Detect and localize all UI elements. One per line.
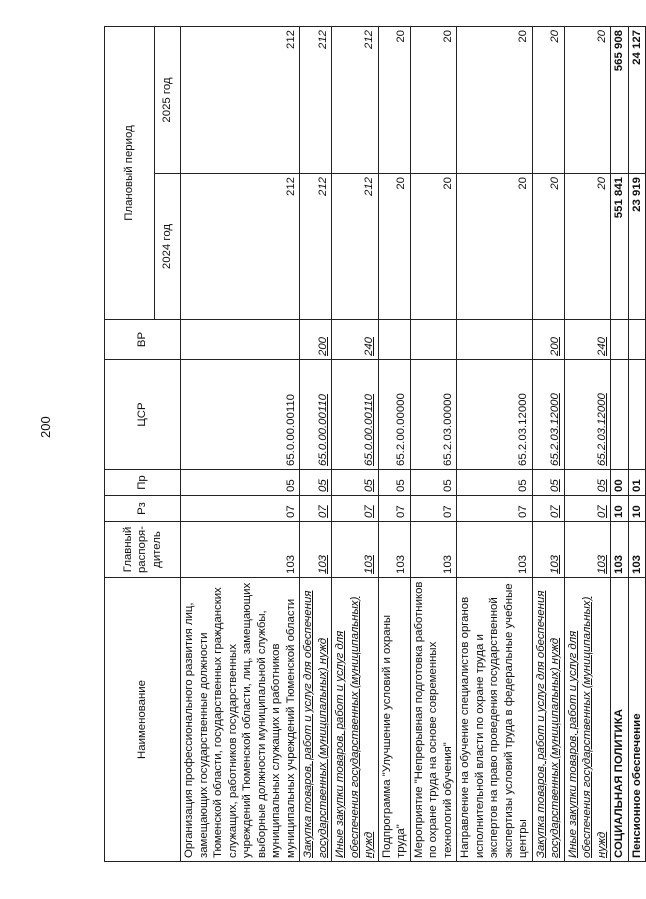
cell-rz (532, 496, 564, 522)
header-vr: ВР (105, 320, 181, 360)
cell-name-text: Подпрограмма "Улучшение условий и охраны труда" (380, 614, 407, 858)
cell-name (332, 578, 379, 862)
cell-pr (532, 470, 564, 496)
cell-2025: 565 908 (611, 27, 629, 174)
cell-2025: 20 (457, 27, 533, 174)
cell-rz-text: 07 (595, 505, 608, 518)
cell-admin-text: 103 (316, 554, 329, 574)
table-row (628, 27, 646, 862)
cell-admin (378, 522, 410, 578)
cell-csr (611, 360, 629, 470)
cell-rz-text: 07 (363, 505, 375, 518)
cell-name (181, 578, 300, 862)
cell-name (300, 578, 332, 862)
cell-vr (410, 320, 457, 360)
cell-csr (628, 360, 646, 470)
cell-rz-text: 07 (395, 505, 407, 518)
cell-2024: 20 (564, 174, 611, 320)
cell-2025: 24 127 (628, 27, 646, 174)
table-header (105, 27, 181, 862)
cell-2025: 212 (300, 27, 332, 174)
cell-pr-text: 01 (630, 479, 643, 492)
cell-rz-text: 10 (613, 505, 625, 518)
cell-csr-text: 65.0.00.00110 (363, 394, 375, 466)
cell-2024: 212 (181, 174, 300, 320)
cell-rz-text: 10 (630, 505, 643, 518)
cell-csr (564, 360, 611, 470)
cell-2025: 20 (378, 27, 410, 174)
cell-name (532, 578, 564, 862)
cell-2024: 20 (532, 174, 564, 320)
cell-pr-text: 05 (441, 479, 454, 492)
cell-admin (410, 522, 457, 578)
cell-2025: 20 (532, 27, 564, 174)
cell-csr (181, 360, 300, 470)
cell-admin-text: 103 (517, 554, 529, 574)
cell-pr-text: 05 (595, 479, 608, 492)
cell-csr-text: 65.0.00.00110 (316, 394, 329, 466)
cell-admin-text: 103 (613, 554, 625, 574)
cell-vr-text: 200 (549, 336, 561, 356)
cell-rz-text: 07 (284, 505, 297, 518)
cell-admin-text: 103 (595, 554, 608, 574)
cell-admin (564, 522, 611, 578)
cell-2025: 212 (181, 27, 300, 174)
cell-2025: 20 (410, 27, 457, 174)
cell-name-text: Направление на обучение специалистов органов исполнительной власти по охране труда и экспертов на право проведения государственной экспертизы условий труда в федеральные учебные центры (459, 583, 529, 858)
cell-pr (410, 470, 457, 496)
cell-name (457, 578, 533, 862)
cell-2024: 212 (332, 174, 379, 320)
cell-vr (564, 320, 611, 360)
cell-vr-text: 240 (595, 336, 608, 356)
cell-2024: 20 (410, 174, 457, 320)
cell-vr-text: 240 (363, 336, 375, 356)
cell-vr (181, 320, 300, 360)
header-year-2024: 2024 год (155, 174, 181, 320)
cell-pr-text: 05 (395, 479, 407, 492)
cell-2024: 212 (300, 174, 332, 320)
cell-name (378, 578, 410, 862)
cell-pr-text: 05 (284, 479, 297, 492)
cell-name-text: Закупка товаров, работ и услуг для обеспечения государственных (муниципальных) нужд (534, 590, 561, 858)
cell-admin (300, 522, 332, 578)
cell-rz (378, 496, 410, 522)
cell-name-text: Пенсионное обеспечение (630, 713, 643, 858)
cell-rz-text: 07 (549, 505, 561, 518)
cell-pr-text: 00 (613, 479, 625, 492)
table-row (410, 27, 457, 862)
header-rz: Рз (105, 496, 181, 522)
cell-rz-text: 07 (316, 505, 329, 518)
cell-pr-text: 05 (363, 479, 375, 492)
cell-pr (378, 470, 410, 496)
budget-table (104, 26, 646, 862)
header-admin: Главный распоря-дитель (105, 522, 181, 578)
cell-admin-text: 103 (441, 554, 454, 574)
cell-pr-text: 05 (517, 479, 529, 492)
table-row (611, 27, 629, 862)
cell-csr-text: 65.2.03.12000 (595, 393, 608, 466)
cell-csr (332, 360, 379, 470)
cell-admin (532, 522, 564, 578)
cell-name-text: СОЦИАЛЬНАЯ ПОЛИТИКА (613, 709, 625, 858)
cell-csr (378, 360, 410, 470)
cell-rz (628, 496, 646, 522)
cell-name-text: Иные закупки товаров, работ и услуг для обеспечения государственных (муниципальных) нужд (334, 596, 375, 858)
cell-csr-text: 65.2.03.12000 (517, 393, 529, 466)
table-row (378, 27, 410, 862)
table-body (181, 27, 646, 862)
cell-name (410, 578, 457, 862)
table-row (564, 27, 611, 862)
cell-vr-text: 200 (316, 336, 329, 356)
cell-rz (410, 496, 457, 522)
cell-admin (611, 522, 629, 578)
cell-admin-text: 103 (284, 554, 297, 574)
cell-pr (564, 470, 611, 496)
cell-pr (457, 470, 533, 496)
cell-vr (628, 320, 646, 360)
cell-rz (181, 496, 300, 522)
cell-csr-text: 65.2.03.12000 (549, 393, 561, 466)
cell-rz (300, 496, 332, 522)
cell-pr (181, 470, 300, 496)
cell-rz-text: 07 (441, 505, 454, 518)
cell-name-text: Организация профессионального развития лиц, замещающих государственные должности Тюменской области, государственных гражданских служащих, работников государственных учреждений Тюменской области, лиц, замещающих выборные должности муниципальной службы, муниципальных служащих и работников муниципальных учреждений Тюменской области (183, 582, 297, 858)
table-row (300, 27, 332, 862)
cell-pr-text: 05 (549, 479, 561, 492)
header-csr: ЦСР (105, 360, 181, 470)
cell-rz (611, 496, 629, 522)
cell-rz (457, 496, 533, 522)
page-number: 200 (38, 416, 53, 438)
cell-csr (300, 360, 332, 470)
header-name: Наименование (105, 578, 181, 862)
cell-rz (564, 496, 611, 522)
cell-admin (457, 522, 533, 578)
header-planned-period: Плановый период (105, 27, 155, 320)
cell-2024: 551 841 (611, 174, 629, 320)
cell-2024: 20 (378, 174, 410, 320)
header-pr: Пр (105, 470, 181, 496)
cell-admin-text: 103 (630, 554, 643, 574)
cell-name (628, 578, 646, 862)
cell-name-text: Мероприятие "Непрерывная подготовка работников по охране труда на основе современных технологий обучения" (412, 581, 454, 858)
cell-pr (611, 470, 629, 496)
cell-vr (332, 320, 379, 360)
cell-csr-text: 65.2.00.00000 (395, 393, 407, 466)
rotated-table-wrapper (104, 27, 643, 862)
table-row (181, 27, 300, 862)
cell-2024: 20 (457, 174, 533, 320)
header-year-2025: 2025 год (155, 27, 181, 174)
cell-csr (410, 360, 457, 470)
cell-admin-text: 103 (395, 554, 407, 574)
cell-pr (332, 470, 379, 496)
cell-name-text: Закупка товаров, работ и услуг для обеспечения государственных (муниципальных) нужд (302, 590, 329, 858)
cell-vr (532, 320, 564, 360)
cell-admin-text: 103 (549, 554, 561, 574)
cell-csr-text: 65.2.03.00000 (441, 393, 454, 466)
cell-vr (378, 320, 410, 360)
cell-csr (457, 360, 533, 470)
cell-admin (181, 522, 300, 578)
cell-pr (300, 470, 332, 496)
cell-pr-text: 05 (316, 479, 329, 492)
cell-name-text: Иные закупки товаров, работ и услуг для обеспечения государственных (муниципальных) нужд (566, 596, 608, 858)
cell-csr-text: 65.0.00.00110 (284, 394, 297, 466)
cell-vr (300, 320, 332, 360)
cell-rz (332, 496, 379, 522)
cell-name (611, 578, 629, 862)
cell-2024: 23 919 (628, 174, 646, 320)
cell-rz-text: 07 (517, 505, 529, 518)
table-row (457, 27, 533, 862)
cell-pr (628, 470, 646, 496)
cell-admin (332, 522, 379, 578)
table-row (532, 27, 564, 862)
cell-2025: 20 (564, 27, 611, 174)
cell-name (564, 578, 611, 862)
cell-admin-text: 103 (363, 554, 375, 574)
cell-vr (457, 320, 533, 360)
cell-admin (628, 522, 646, 578)
cell-vr (611, 320, 629, 360)
cell-csr (532, 360, 564, 470)
table-row (332, 27, 379, 862)
cell-2025: 212 (332, 27, 379, 174)
